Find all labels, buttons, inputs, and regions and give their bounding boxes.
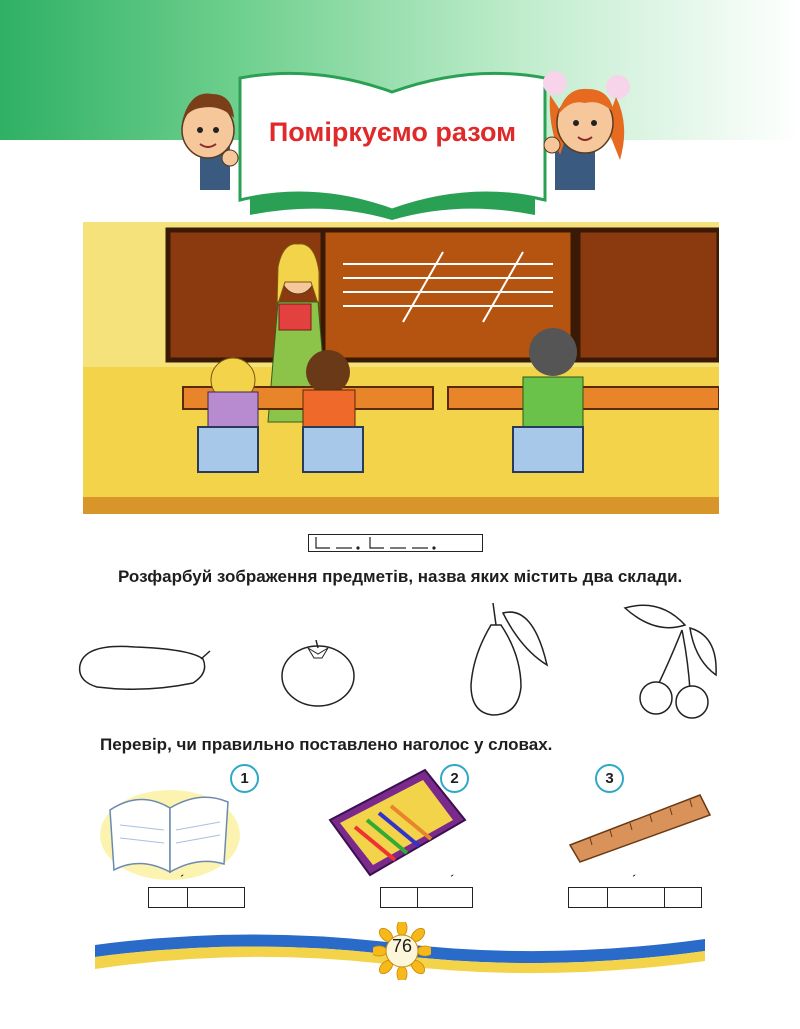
girl-illustration	[540, 65, 635, 190]
task-instruction-1: Розфарбуй зображення предметів, назва яких містить два склади.	[118, 567, 683, 586]
classroom-illustration	[83, 222, 719, 514]
number-circle-3: 3	[595, 764, 624, 793]
cherries-icon	[620, 600, 730, 720]
pencil-case-icon	[325, 765, 470, 880]
ruler-icon	[565, 790, 715, 865]
number-circle-1: 1	[230, 764, 259, 793]
accent-mark-2: ˊ	[450, 872, 455, 887]
syllable-boxes-2	[380, 887, 473, 908]
syllable-boxes-1	[148, 887, 245, 908]
boy-illustration	[170, 80, 245, 190]
notebook-icon	[100, 780, 240, 880]
accent-mark-1: ˊ	[180, 872, 185, 887]
page-number: 76	[391, 936, 413, 956]
pear-icon	[463, 595, 553, 720]
cucumber-icon	[75, 635, 215, 695]
page-title: Поміркуємо разом	[268, 117, 517, 147]
number-circle-2: 2	[440, 764, 469, 793]
syllable-schema	[308, 534, 483, 552]
syllable-boxes-3	[568, 887, 702, 908]
accent-mark-3: ˊ	[632, 872, 637, 887]
task-instruction-2: Перевір, чи правильно поставлено наголос у словах.	[100, 735, 553, 754]
tomato-icon	[278, 630, 358, 710]
